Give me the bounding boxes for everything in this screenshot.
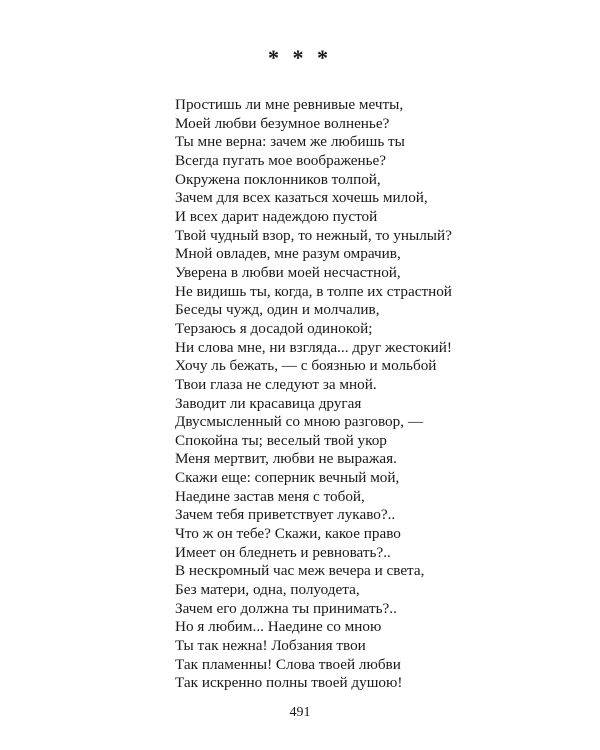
poem-line: Так искренно полны твоей душою! bbox=[175, 674, 403, 692]
poem-line: И всех дарит надеждою пустой bbox=[175, 207, 378, 225]
poem-line: Что ж он тебе? Скажи, какое право bbox=[175, 525, 401, 543]
poem-text bbox=[175, 96, 505, 693]
page-number: 491 bbox=[289, 705, 311, 720]
poem-line: Ни слова мне, ни взгляда... друг жестокий! bbox=[175, 338, 452, 356]
poem-line: Скажи еще: соперник вечный мой, bbox=[175, 469, 400, 487]
poem-line: Спокойна ты; веселый твой укор bbox=[175, 431, 387, 449]
poem-line: Ты так нежна! Лобзания твои bbox=[175, 637, 366, 655]
poem-line: Наедине застав меня с тобой, bbox=[175, 487, 365, 505]
poem-line: Простишь ли мне ревнивые мечты, bbox=[175, 96, 404, 113]
poem-line: Двусмысленный со мною разговор, — bbox=[175, 413, 424, 431]
section-ornament: * * * bbox=[268, 45, 332, 70]
poem-line: Терзаюсь я досадой одинокой; bbox=[175, 319, 373, 337]
poem-line: Без матери, одна, полуодета, bbox=[175, 581, 360, 599]
poem-line: Уверена в любви моей несчастной, bbox=[175, 263, 401, 281]
poem-line: Ты мне верна: зачем же любишь ты bbox=[175, 133, 405, 151]
poem-line: Меня мертвит, любви не выражая. bbox=[175, 450, 397, 468]
poem-line: Но я любим... Наедине со мною bbox=[175, 618, 382, 636]
poem-line: В нескромный час меж вечера и света, bbox=[175, 562, 425, 580]
poem-line: Не видишь ты, когда, в толпе их страстной bbox=[175, 282, 452, 300]
poem-line: Так пламенны! Слова твоей любви bbox=[175, 655, 401, 673]
poem-line: Всегда пугать мое воображенье? bbox=[175, 151, 387, 169]
poem-line: Моей любви безумное волненье? bbox=[175, 114, 390, 132]
poem-line: Хочу ль бежать, — с боязнью и мольбой bbox=[175, 357, 437, 375]
poem-line: Мной овладев, мне разум омрачив, bbox=[175, 245, 401, 263]
poem-line: Твой чудный взор, то нежный, то унылый? bbox=[175, 226, 452, 244]
poem-line: Твои глаза не следуют за мной. bbox=[175, 375, 377, 393]
poem-line: Имеет он бледнеть и ревновать?.. bbox=[175, 543, 391, 561]
poem-line: Зачем тебя приветствует лукаво?.. bbox=[175, 506, 396, 524]
poem-line: Беседы чужд, один и молчалив, bbox=[175, 301, 380, 319]
poem-line: Окружена поклонников толпой, bbox=[175, 170, 381, 188]
poem-line: Зачем для всех казаться хочешь милой, bbox=[175, 189, 428, 207]
poem-line: Зачем его должна ты принимать?.. bbox=[175, 599, 397, 617]
poem-line: Заводит ли красавица другая bbox=[175, 394, 362, 412]
